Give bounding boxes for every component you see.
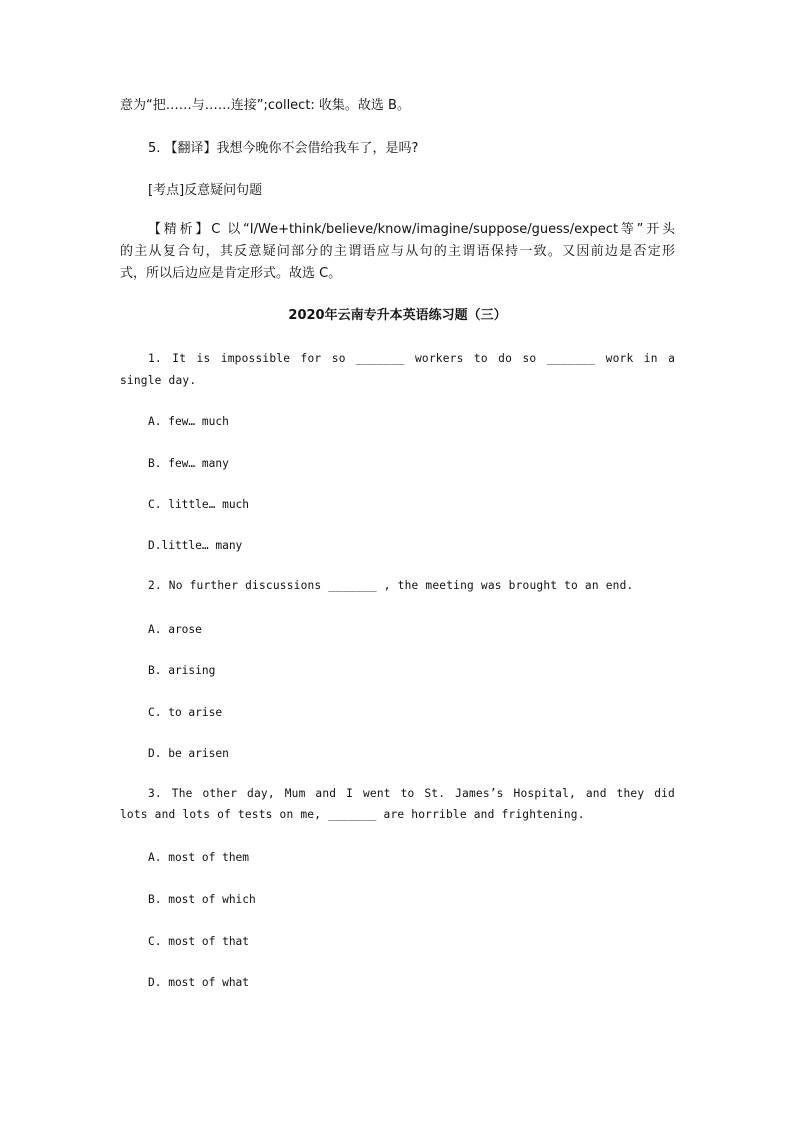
question-3-option-a: A. most of them — [148, 851, 250, 864]
question-1-option-b: B. few… many — [148, 457, 229, 470]
question-2-option-a: A. arose — [148, 623, 202, 636]
question-3-stem-line-2: lots and lots of tests on me, _______ are horrible and frightening. — [120, 808, 585, 821]
question-3-option-c: C. most of that — [148, 935, 250, 948]
q5-test-point: [考点]反意疑问句题 — [148, 183, 263, 198]
question-1-option-d: D.little… many — [148, 539, 243, 552]
question-3-stem-line-1: 3. The other day, Mum and I went to St. James’s Hospital, and they did — [148, 787, 675, 800]
question-1-option-a: A. few… much — [148, 415, 229, 428]
question-2-option-d: D. be arisen — [148, 747, 229, 760]
q5-translation: 5. 【翻译】我想今晚你不会借给我车了，是吗? — [148, 141, 419, 156]
question-3-option-b: B. most of which — [148, 893, 256, 906]
section-title: 2020年云南专升本英语练习题（三） — [288, 308, 507, 323]
previous-answer-line: 意为“把……与……连接”;collect: 收集。故选 B。 — [120, 98, 410, 113]
question-2-option-c: C. to arise — [148, 706, 223, 719]
question-2-option-b: B. arising — [148, 664, 216, 677]
question-3-option-d: D. most of what — [148, 976, 250, 989]
q5-analysis-line-2: 的主从复合句，其反意疑问部分的主谓语应与从句的主谓语保持一致。又因前边是否定形 — [120, 244, 675, 259]
question-1-stem-line-1: 1. It is impossible for so _______ workers to do so _______ work in a — [148, 352, 675, 365]
q5-analysis-line-1: 【精析】C 以“I/We+think/believe/know/imagine/suppose/guess/expect等”开头 — [148, 222, 675, 237]
question-1-option-c: C. little… much — [148, 498, 250, 511]
question-1-stem-line-2: single day. — [120, 374, 197, 387]
question-2-stem-line-1: 2. No further discussions _______ , the meeting was brought to an end. — [148, 579, 634, 592]
q5-analysis-line-3: 式，所以后边应是肯定形式。故选 C。 — [120, 266, 342, 281]
